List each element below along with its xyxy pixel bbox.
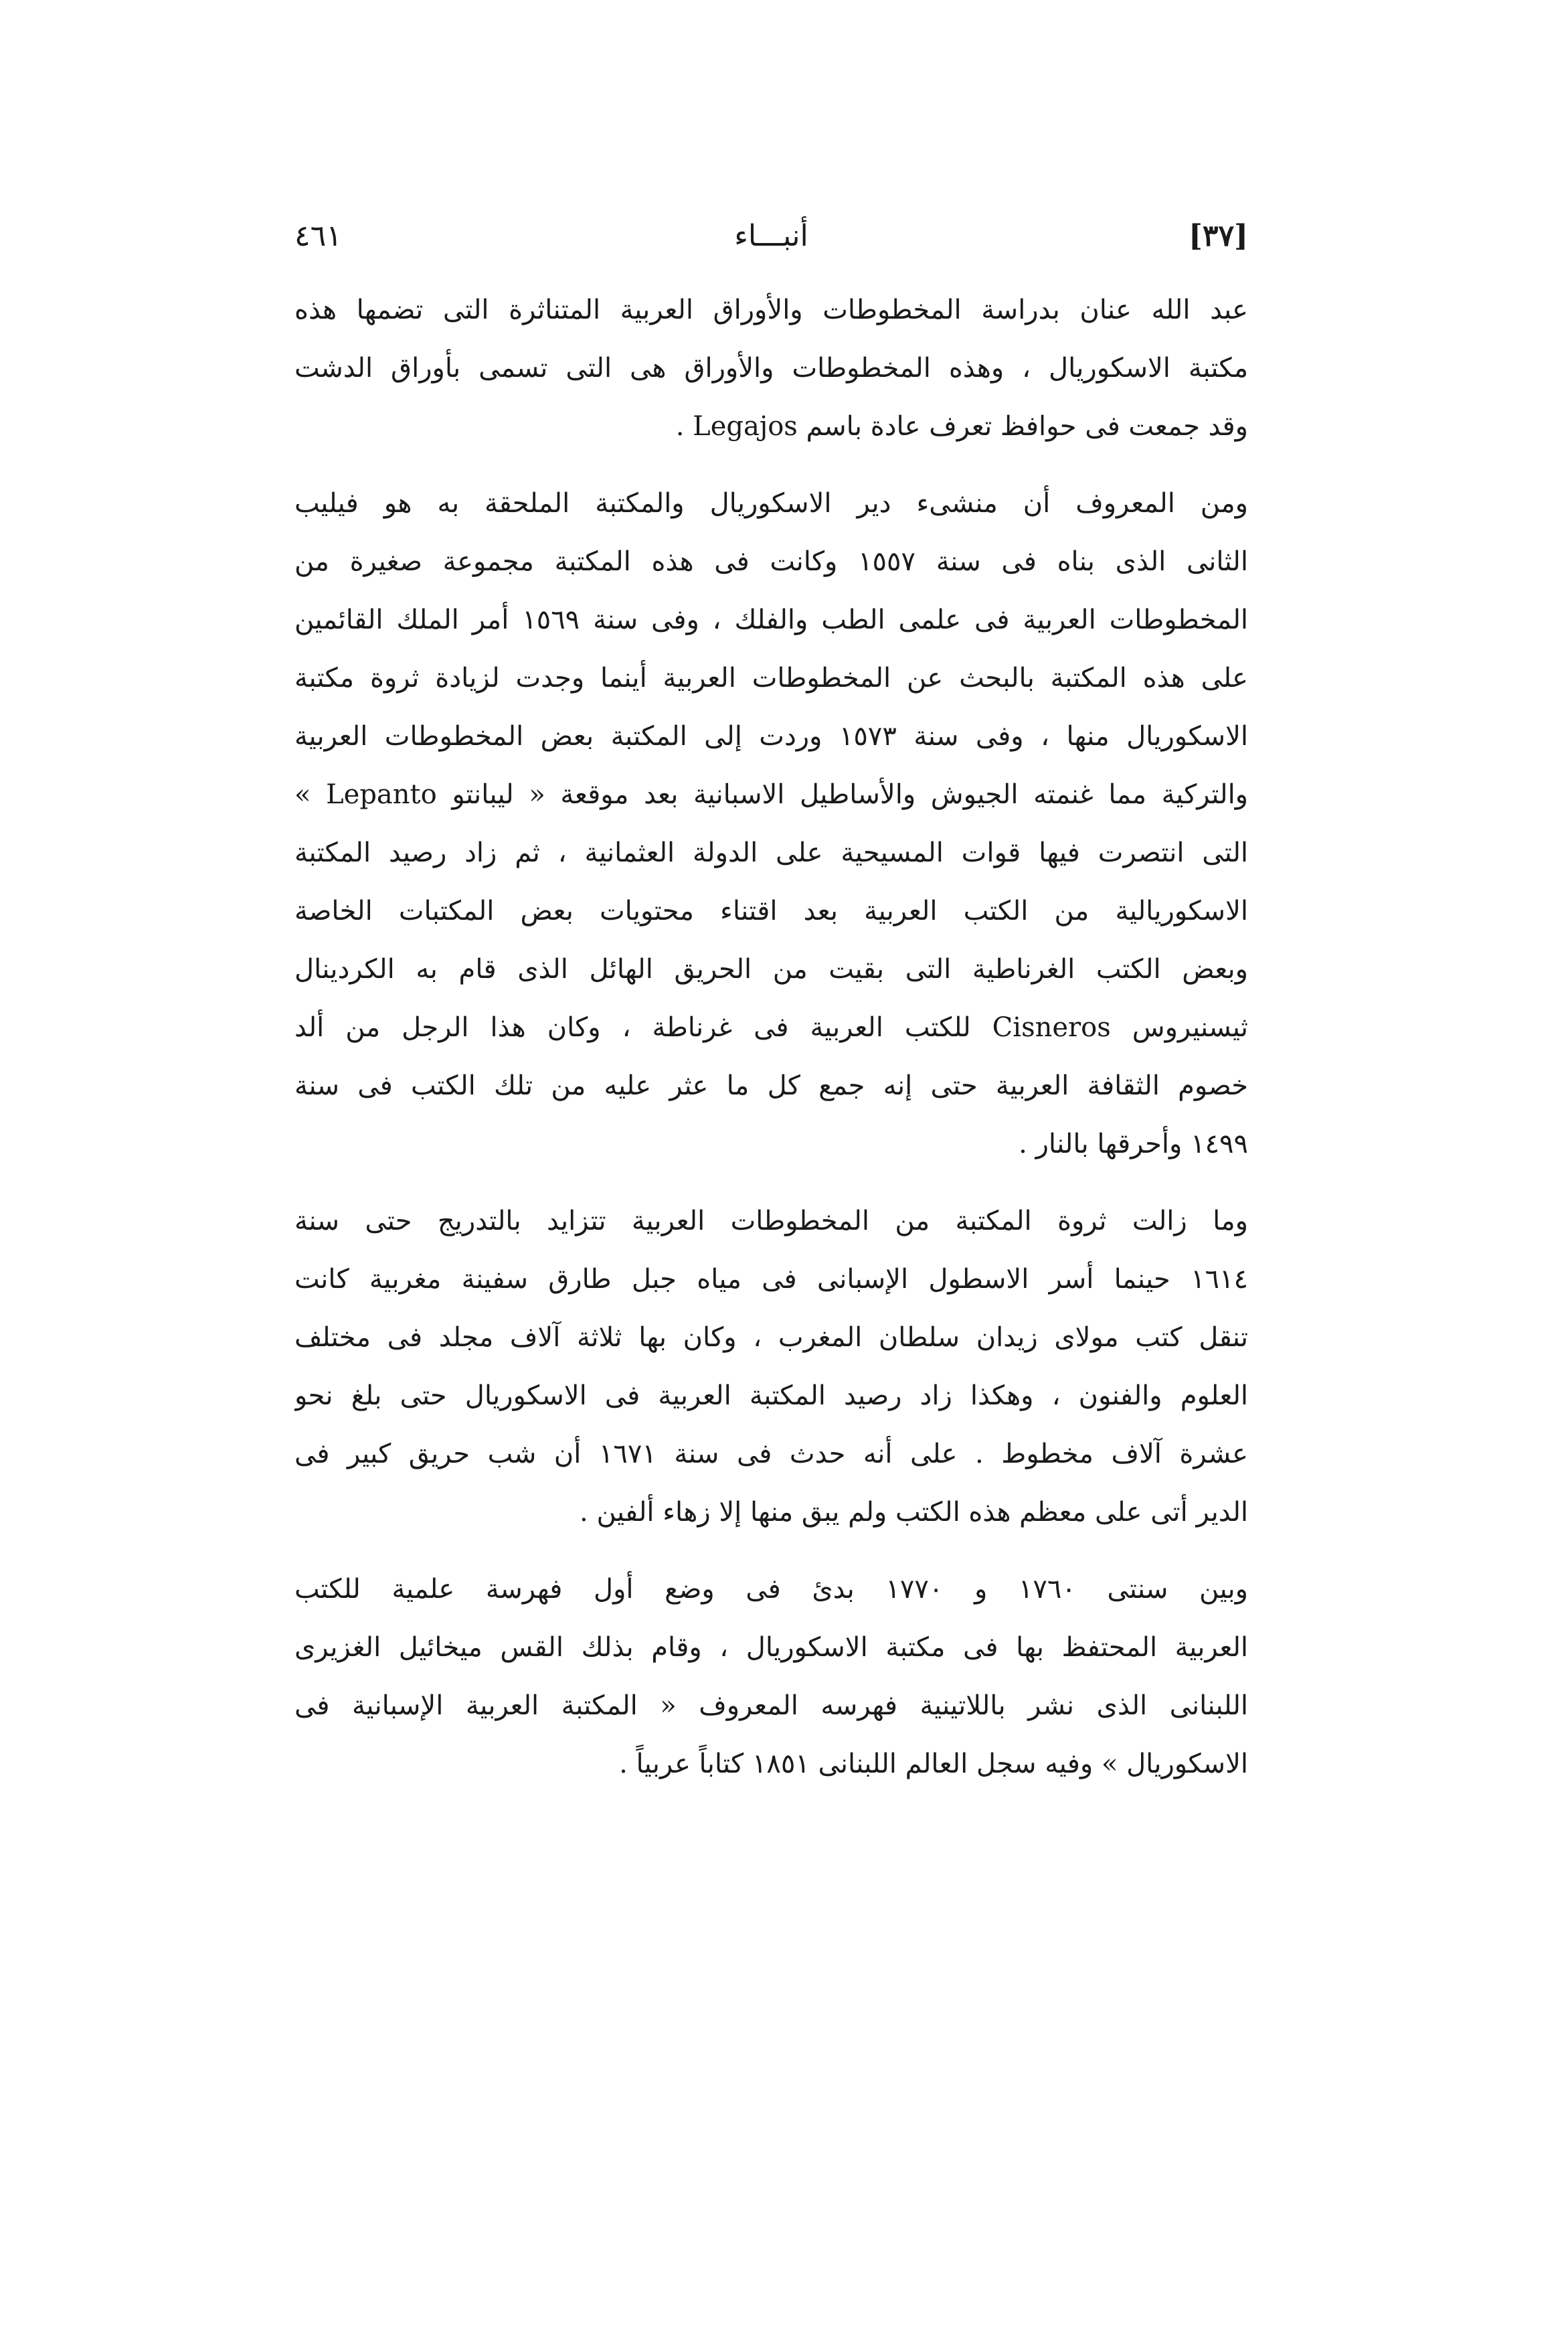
chapter-reference: [٣٧] xyxy=(1189,219,1248,253)
text-line: عبد الله عنان بدراسة المخطوطات والأوراق العربية المتناثرة التى تضمها هذه xyxy=(294,295,1248,325)
running-title: أنبـــاء xyxy=(734,219,808,253)
text-line: على هذه المكتبة بالبحث عن المخطوطات العربية أينما وجدت لزيادة ثروة مكتبة xyxy=(294,663,1248,694)
paragraph-2 xyxy=(294,475,1248,1173)
text-line: العلوم والفنون ، وهكذا زاد رصيد المكتبة العربية فى الاسكوريال حتى بلغ نحو xyxy=(294,1380,1248,1411)
paragraph-4 xyxy=(294,1560,1248,1793)
text-line: ثيسنيروس Cisneros للكتب العربية فى غرناطة ، وكان هذا الرجل من ألد xyxy=(294,1012,1248,1043)
text-line: ١٤٩٩ وأحرقها بالنار . xyxy=(1019,1129,1248,1159)
paragraph-3 xyxy=(294,1192,1248,1542)
text-line: عشرة آلاف مخطوط . على أنه حدث فى سنة ١٦٧١ أن شب حريق كبير فى xyxy=(294,1439,1248,1469)
text-line: خصوم الثقافة العربية حتى إنه جمع كل ما عثر عليه من تلك الكتب فى سنة xyxy=(294,1070,1248,1101)
paragraph-1 xyxy=(294,281,1248,456)
text-line: وبين سنتى ١٧٦٠ و ١٧٧٠ بدئ فى وضع أول فهرسة علمية للكتب xyxy=(294,1574,1248,1605)
text-line: ١٦١٤ حينما أسر الاسطول الإسبانى فى مياه جبل طارق سفينة مغربية كانت xyxy=(294,1264,1248,1295)
text-line: مكتبة الاسكوريال ، وهذه المخطوطات والأوراق هى التى تسمى بأوراق الدشت xyxy=(294,353,1248,384)
body-text xyxy=(294,281,1248,1812)
text-line: والتركية مما غنمته الجيوش والأساطيل الاسبانية بعد موقعة « ليبانتو Lepanto » xyxy=(294,779,1248,810)
text-line: الاسكوريالية من الكتب العربية بعد اقتناء محتويات بعض المكتبات الخاصة xyxy=(294,896,1248,926)
text-line: ومن المعروف أن منشىء دير الاسكوريال والمكتبة الملحقة به هو فيليب xyxy=(294,488,1248,519)
text-line: الاسكوريال » وفيه سجل العالم اللبنانى ١٨٥١ كتاباً عربياً . xyxy=(619,1749,1248,1779)
text-line: العربية المحتفظ بها فى مكتبة الاسكوريال ، وقام بذلك القس ميخائيل الغزيرى xyxy=(294,1632,1248,1663)
text-line: المخطوطات العربية فى علمى الطب والفلك ، وفى سنة ١٥٦٩ أمر الملك القائمين xyxy=(294,604,1248,635)
page-number: ٤٦١ xyxy=(294,219,342,253)
text-line: الاسكوريال منها ، وفى سنة ١٥٧٣ وردت إلى المكتبة بعض المخطوطات العربية xyxy=(294,721,1248,752)
text-line: وما زالت ثروة المكتبة من المخطوطات العربية تتزايد بالتدريج حتى سنة xyxy=(294,1206,1248,1236)
running-header xyxy=(294,213,1248,266)
text-line: الثانى الذى بناه فى سنة ١٥٥٧ وكانت فى هذه المكتبة مجموعة صغيرة من xyxy=(294,546,1248,577)
text-line: الدير أتى على معظم هذه الكتب ولم يبق منها إلا زهاء ألفين . xyxy=(580,1497,1248,1528)
text-line: اللبنانى الذى نشر باللاتينية فهرسه المعروف « المكتبة العربية الإسبانية فى xyxy=(294,1690,1248,1721)
text-line: وقد جمعت فى حوافظ تعرف عادة باسم Legajos . xyxy=(675,411,1248,442)
text-line: تنقل كتب مولاى زيدان سلطان المغرب ، وكان بها ثلاثة آلاف مجلد فى مختلف xyxy=(294,1322,1248,1353)
text-line: وبعض الكتب الغرناطية التى بقيت من الحريق الهائل الذى قام به الكردينال xyxy=(294,954,1248,985)
text-line: التى انتصرت فيها قوات المسيحية على الدولة العثمانية ، ثم زاد رصيد المكتبة xyxy=(294,837,1248,868)
